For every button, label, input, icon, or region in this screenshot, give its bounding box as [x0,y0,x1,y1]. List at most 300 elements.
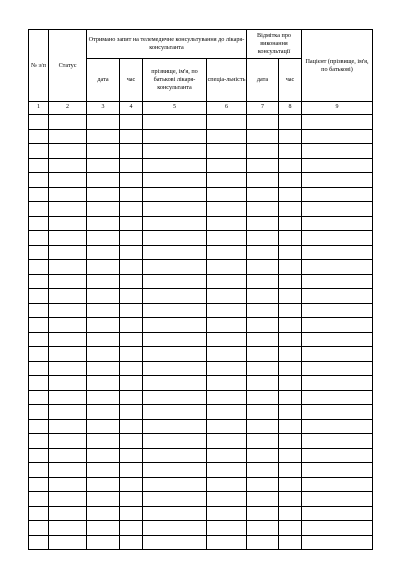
table-cell [87,535,120,550]
table-cell [120,347,143,362]
table-cell [207,318,247,333]
table-cell [120,245,143,260]
table-cell [207,129,247,144]
table-cell [207,390,247,405]
table-cell [143,535,207,550]
table-cell [279,231,302,246]
column-number: 6 [207,102,247,115]
table-cell [49,419,87,434]
table-cell [247,115,279,130]
table-cell [302,289,373,304]
table-cell [247,477,279,492]
table-cell [29,173,49,188]
consultation-register-table [28,29,373,550]
table-cell [87,216,120,231]
table-cell [49,318,87,333]
table-cell [207,274,247,289]
table-row [29,303,373,318]
table-cell [120,463,143,478]
table-row [29,318,373,333]
table-cell [143,173,207,188]
header-row-top [29,30,373,59]
table-cell [302,448,373,463]
table-cell [143,187,207,202]
table-cell [49,492,87,507]
table-cell [87,144,120,159]
column-number: 4 [120,102,143,115]
table-cell [87,289,120,304]
header-specialty: спеціа-льність [207,59,247,102]
table-cell [49,405,87,420]
table-cell [279,492,302,507]
table-cell [120,202,143,217]
table-cell [302,477,373,492]
table-cell [279,187,302,202]
table-cell [120,303,143,318]
table-cell [143,361,207,376]
table-cell [143,332,207,347]
table-cell [143,434,207,449]
table-cell [247,318,279,333]
table-cell [143,463,207,478]
table-cell [87,492,120,507]
table-cell [207,260,247,275]
table-cell [247,289,279,304]
table-cell [279,521,302,536]
table-cell [302,202,373,217]
table-cell [279,448,302,463]
table-cell [49,303,87,318]
table-cell [207,376,247,391]
table-cell [279,303,302,318]
table-cell [247,521,279,536]
table-row [29,231,373,246]
table-row [29,506,373,521]
table-cell [120,115,143,130]
table-cell [29,535,49,550]
table-cell [29,419,49,434]
table-cell [279,477,302,492]
table-row [29,173,373,188]
table-cell [120,260,143,275]
table-cell [247,158,279,173]
column-number-row [29,102,373,115]
table-cell [120,289,143,304]
table-cell [143,448,207,463]
table-row [29,347,373,362]
table-cell [87,129,120,144]
table-row [29,245,373,260]
table-cell [29,506,49,521]
table-cell [29,390,49,405]
table-cell [302,390,373,405]
table-cell [29,289,49,304]
table-cell [247,361,279,376]
table-cell [87,347,120,362]
table-cell [120,274,143,289]
table-cell [143,390,207,405]
table-cell [302,376,373,391]
header-request-group: Отримано запит на телемедичне консультування до лікаря-консультанта [87,30,247,59]
table-cell [49,463,87,478]
table-cell [247,434,279,449]
table-cell [247,173,279,188]
table-cell [247,506,279,521]
table-cell [29,448,49,463]
table-cell [29,144,49,159]
table-cell [49,245,87,260]
document-page [28,29,372,550]
table-cell [87,173,120,188]
table-cell [120,521,143,536]
table-row [29,390,373,405]
table-cell [29,231,49,246]
table-cell [49,448,87,463]
table-cell [279,419,302,434]
table-cell [29,361,49,376]
table-cell [247,144,279,159]
table-cell [143,115,207,130]
table-cell [143,318,207,333]
table-cell [120,144,143,159]
table-cell [120,332,143,347]
table-cell [207,144,247,159]
table-cell [302,231,373,246]
table-row [29,216,373,231]
table-cell [49,506,87,521]
table-cell [143,376,207,391]
table-cell [279,535,302,550]
table-cell [120,216,143,231]
table-cell [247,216,279,231]
table-cell [29,521,49,536]
table-cell [87,158,120,173]
table-row [29,405,373,420]
table-cell [302,463,373,478]
table-cell [207,419,247,434]
table-cell [279,361,302,376]
table-cell [247,463,279,478]
table-cell [49,231,87,246]
table-cell [279,245,302,260]
table-cell [87,187,120,202]
table-cell [120,158,143,173]
table-row [29,260,373,275]
table-cell [49,361,87,376]
table-cell [29,434,49,449]
table-row [29,332,373,347]
table-cell [207,303,247,318]
table-cell [207,521,247,536]
table-cell [302,521,373,536]
table-row [29,419,373,434]
table-cell [207,448,247,463]
table-cell [120,492,143,507]
table-cell [87,318,120,333]
table-cell [143,274,207,289]
table-cell [120,390,143,405]
table-cell [279,405,302,420]
table-cell [302,129,373,144]
table-cell [302,419,373,434]
table-cell [207,187,247,202]
table-cell [87,448,120,463]
table-cell [87,361,120,376]
table-cell [302,434,373,449]
table-cell [143,231,207,246]
table-cell [247,347,279,362]
header-completion-time: час [279,59,302,102]
table-cell [247,187,279,202]
header-completion-date: дата [247,59,279,102]
table-row [29,492,373,507]
header-number: № з/п [29,30,49,102]
column-number: 7 [247,102,279,115]
table-cell [49,521,87,536]
table-cell [87,303,120,318]
table-cell [302,245,373,260]
column-number: 1 [29,102,49,115]
table-cell [279,318,302,333]
table-row [29,187,373,202]
table-cell [302,173,373,188]
table-cell [49,144,87,159]
table-cell [247,448,279,463]
table-cell [87,202,120,217]
table-cell [207,173,247,188]
table-cell [247,419,279,434]
table-cell [143,158,207,173]
table-cell [207,463,247,478]
table-cell [87,332,120,347]
table-row [29,274,373,289]
table-cell [143,419,207,434]
table-cell [302,144,373,159]
table-cell [279,115,302,130]
table-cell [279,289,302,304]
table-cell [87,434,120,449]
header-consultant-name: прізвище, ім'я, по батькові лікаря-консультанта [143,59,207,102]
table-cell [29,216,49,231]
table-cell [87,419,120,434]
table-row [29,129,373,144]
table-cell [87,521,120,536]
table-cell [279,506,302,521]
table-cell [49,129,87,144]
header-patient: Пацієнт (прізвище, ім'я, по батькові) [302,30,373,102]
table-cell [143,245,207,260]
table-cell [143,260,207,275]
table-cell [87,231,120,246]
table-cell [49,434,87,449]
table-cell [29,492,49,507]
table-cell [120,419,143,434]
table-cell [302,332,373,347]
table-cell [143,521,207,536]
table-cell [49,202,87,217]
table-cell [302,303,373,318]
table-cell [120,535,143,550]
table-cell [279,158,302,173]
table-cell [143,129,207,144]
table-cell [302,274,373,289]
table-cell [207,347,247,362]
table-cell [87,274,120,289]
table-cell [87,506,120,521]
table-cell [207,231,247,246]
table-row [29,463,373,478]
table-cell [29,260,49,275]
table-cell [279,144,302,159]
table-cell [87,245,120,260]
table-row [29,535,373,550]
table-cell [207,289,247,304]
table-cell [87,405,120,420]
table-cell [120,405,143,420]
table-cell [29,274,49,289]
table-cell [279,376,302,391]
table-cell [143,347,207,362]
table-cell [120,187,143,202]
table-row [29,361,373,376]
table-cell [49,187,87,202]
header-request-date: дата [87,59,120,102]
table-row [29,289,373,304]
table-cell [302,260,373,275]
table-cell [279,260,302,275]
table-cell [302,506,373,521]
table-cell [302,115,373,130]
table-cell [207,492,247,507]
table-cell [120,376,143,391]
table-cell [29,376,49,391]
table-cell [143,303,207,318]
table-row [29,115,373,130]
table-cell [247,231,279,246]
table-cell [302,187,373,202]
table-cell [247,376,279,391]
table-cell [143,492,207,507]
table-cell [29,303,49,318]
table-cell [302,347,373,362]
table-cell [29,187,49,202]
table-cell [120,448,143,463]
table-cell [120,129,143,144]
table-cell [87,390,120,405]
table-cell [207,506,247,521]
table-cell [29,158,49,173]
table-cell [247,303,279,318]
table-cell [247,129,279,144]
table-cell [207,202,247,217]
table-cell [207,477,247,492]
table-cell [120,506,143,521]
table-cell [207,434,247,449]
table-cell [49,260,87,275]
table-cell [279,434,302,449]
table-cell [247,245,279,260]
table-cell [87,376,120,391]
table-cell [29,332,49,347]
table-cell [120,477,143,492]
table-cell [49,477,87,492]
table-cell [143,289,207,304]
table-cell [247,390,279,405]
table-cell [279,202,302,217]
table-cell [29,115,49,130]
header-completion-group: Відмітка про виконання консультації [247,30,302,59]
table-cell [247,405,279,420]
table-cell [29,463,49,478]
table-cell [120,173,143,188]
table-cell [302,361,373,376]
table-cell [143,216,207,231]
table-cell [247,274,279,289]
table-cell [87,477,120,492]
column-number: 5 [143,102,207,115]
table-cell [29,245,49,260]
table-cell [302,216,373,231]
table-cell [207,115,247,130]
table-cell [49,289,87,304]
table-cell [247,202,279,217]
table-cell [29,405,49,420]
table-row [29,376,373,391]
table-cell [87,463,120,478]
table-cell [49,390,87,405]
table-cell [143,477,207,492]
column-number: 9 [302,102,373,115]
table-cell [247,492,279,507]
table-cell [279,173,302,188]
table-cell [120,318,143,333]
table-row [29,448,373,463]
table-cell [49,535,87,550]
table-row [29,434,373,449]
table-cell [302,318,373,333]
table-cell [49,216,87,231]
table-row [29,477,373,492]
table-cell [279,129,302,144]
table-cell [207,245,247,260]
table-cell [207,405,247,420]
table-row [29,202,373,217]
table-cell [207,535,247,550]
table-cell [143,506,207,521]
column-number: 8 [279,102,302,115]
table-cell [49,347,87,362]
table-cell [207,361,247,376]
table-cell [49,173,87,188]
table-cell [29,318,49,333]
table-cell [207,158,247,173]
table-cell [87,115,120,130]
table-cell [207,216,247,231]
table-cell [279,463,302,478]
table-cell [302,158,373,173]
table-cell [247,260,279,275]
table-cell [247,332,279,347]
column-number: 3 [87,102,120,115]
table-cell [87,260,120,275]
table-cell [120,361,143,376]
table-cell [302,492,373,507]
table-cell [279,274,302,289]
table-cell [49,274,87,289]
table-cell [49,158,87,173]
table-cell [49,376,87,391]
table-cell [49,332,87,347]
